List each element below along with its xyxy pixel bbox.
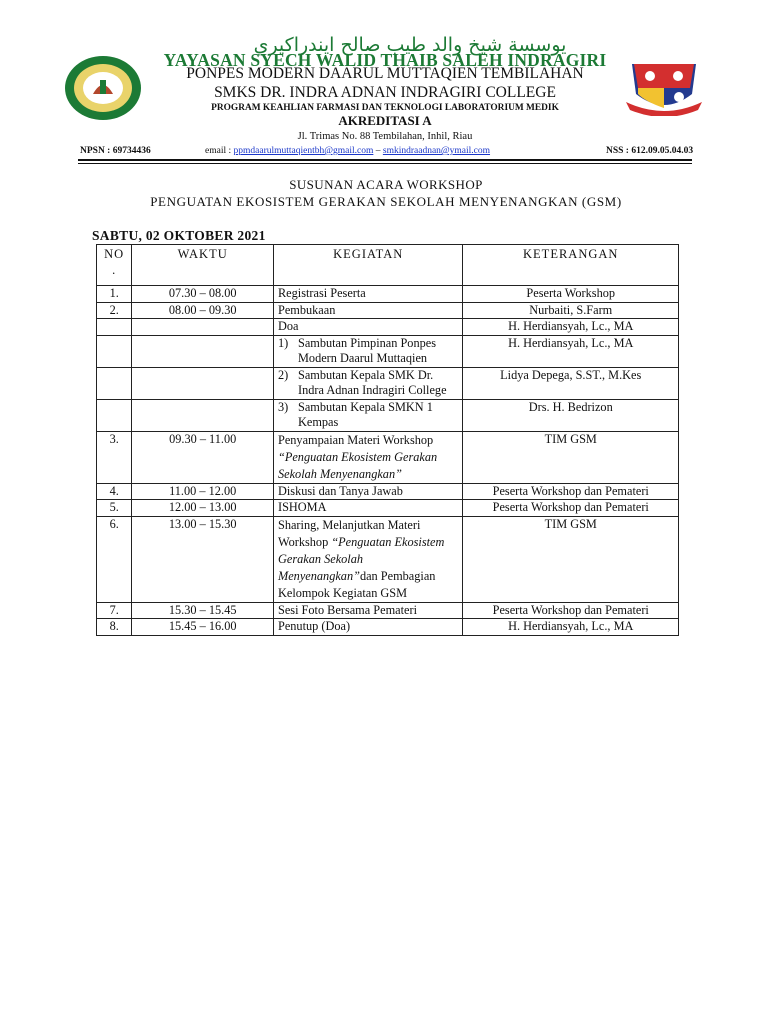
cell-no: 6. — [97, 516, 132, 602]
cell-kegiatan: Registrasi Peserta — [273, 286, 462, 303]
cell-kegiatan: Sesi Foto Bersama Pemateri — [273, 602, 462, 619]
table-row — [97, 335, 679, 367]
kegiatan-text: Penyampaian Materi Workshop — [277, 432, 434, 447]
table-header-row — [97, 245, 679, 286]
cell-keterangan: TIM GSM — [463, 516, 679, 602]
header-waktu: WAKTU — [132, 245, 274, 286]
email-link-1[interactable]: ppmdaarulmuttaqientbh@gmail.com — [233, 146, 374, 156]
sub-item-text: Sambutan Kepala SMK Dr. Indra Adnan Indragiri College — [297, 367, 447, 397]
cell-waktu — [132, 335, 274, 367]
cell-kegiatan: Penutup (Doa) — [273, 619, 462, 636]
cell-keterangan: H. Herdiansyah, Lc., MA — [463, 319, 679, 336]
sub-item — [278, 336, 458, 367]
table-row — [97, 431, 679, 483]
cell-waktu: 09.30 – 11.00 — [132, 431, 274, 483]
cell-keterangan: Peserta Workshop dan Pemateri — [463, 500, 679, 517]
cell-waktu — [132, 319, 274, 336]
table-row — [97, 602, 679, 619]
cell-waktu: 11.00 – 12.00 — [132, 483, 274, 500]
cell-waktu: 15.30 – 15.45 — [132, 602, 274, 619]
cell-keterangan: Lidya Depega, S.ST., M.Kes — [463, 367, 679, 399]
sub-item-text: Sambutan Kepala SMKN 1 Kempas — [297, 399, 433, 429]
email-separator: – — [373, 146, 383, 156]
npsn: NPSN : 69734436 — [80, 146, 151, 156]
header-keterangan: KETERANGAN — [463, 245, 679, 286]
kegiatan-text: Sharing, Melanjutkan Materi Workshop — [277, 517, 421, 549]
table-row — [97, 516, 679, 602]
table-row — [97, 286, 679, 303]
email-link-2[interactable]: smkindraadnan@ymail.com — [382, 146, 491, 156]
cell-waktu: 13.00 – 15.30 — [132, 516, 274, 602]
sub-item-text: Sambutan Pimpinan Ponpes Modern Daarul Muttaqien — [297, 335, 436, 365]
cell-kegiatan — [273, 367, 462, 399]
cell-waktu: 12.00 – 13.00 — [132, 500, 274, 517]
cell-waktu: 07.30 – 08.00 — [132, 286, 274, 303]
cell-kegiatan — [273, 399, 462, 431]
cell-no — [97, 399, 132, 431]
cell-kegiatan — [273, 516, 462, 602]
workshop-theme: “Penguatan Ekosistem Gerakan Sekolah Menyenangkan” — [277, 534, 445, 583]
school-name-2: SMKS DR. INDRA ADNAN INDRAGIRI COLLEGE — [214, 84, 556, 101]
cell-waktu: 15.45 – 16.00 — [132, 619, 274, 636]
email-label: email : — [205, 146, 234, 156]
table-row — [97, 399, 679, 431]
event-date: SABTU, 02 OKTOBER 2021 — [92, 228, 266, 243]
table-row — [97, 500, 679, 517]
cell-kegiatan: ISHOMA — [273, 500, 462, 517]
header-kegiatan: KEGIATAN — [273, 245, 462, 286]
cell-keterangan: Peserta Workshop dan Pemateri — [463, 483, 679, 500]
school-name-1: PONPES MODERN DAARUL MUTTAQIEN TEMBILAHAN — [186, 65, 584, 82]
sub-item-number: 1) — [277, 335, 289, 350]
document-title: SUSUNAN ACARA WORKSHOP — [289, 177, 483, 192]
cell-no — [97, 335, 132, 367]
cell-keterangan: Nurbaiti, S.Farm — [463, 302, 679, 319]
foundation-name: YAYASAN SYECH WALID THAIB SALEH INDRAGIRI — [163, 50, 607, 70]
table-row — [97, 367, 679, 399]
cell-kegiatan: Pembukaan — [273, 302, 462, 319]
cell-kegiatan: Diskusi dan Tanya Jawab — [273, 483, 462, 500]
arabic-calligraphy: يوسسة شيخ والد طيب صالح ايندراكيري — [253, 34, 567, 56]
college-crest — [624, 54, 704, 116]
table-row — [97, 302, 679, 319]
program-line: PROGRAM KEAHLIAN FARMASI DAN TEKNOLOGI LABORATORIUM MEDIK — [211, 103, 559, 113]
table-row — [97, 483, 679, 500]
cell-no: 7. — [97, 602, 132, 619]
schedule-table — [96, 244, 679, 636]
cell-no: 1. — [97, 286, 132, 303]
workshop-theme: “Penguatan Ekosistem Gerakan Sekolah Menyenangkan” — [277, 449, 438, 481]
accreditation: AKREDITASI A — [338, 113, 432, 128]
kegiatan-text-tail: dan Pembagian Kelompok Kegiatan GSM — [277, 568, 436, 600]
header-rule-thin — [78, 163, 692, 164]
cell-keterangan: TIM GSM — [463, 431, 679, 483]
cell-kegiatan — [273, 335, 462, 367]
cell-no: 5. — [97, 500, 132, 517]
header-no: NO . — [97, 245, 132, 286]
sub-item-number: 3) — [277, 399, 289, 414]
letterhead — [0, 0, 768, 165]
table-row — [97, 619, 679, 636]
cell-no: 4. — [97, 483, 132, 500]
cell-keterangan: H. Herdiansyah, Lc., MA — [463, 335, 679, 367]
table-row — [97, 319, 679, 336]
cell-no: 2. — [97, 302, 132, 319]
cell-keterangan: Peserta Workshop — [463, 286, 679, 303]
cell-waktu: 08.00 – 09.30 — [132, 302, 274, 319]
cell-no — [97, 319, 132, 336]
sub-item-number: 2) — [277, 367, 289, 382]
cell-waktu — [132, 399, 274, 431]
contact-row — [80, 146, 694, 160]
school-logo-left — [63, 54, 143, 122]
header-rule-thick — [78, 159, 692, 161]
cell-waktu — [132, 367, 274, 399]
cell-kegiatan — [273, 431, 462, 483]
cell-kegiatan: Doa — [273, 319, 462, 336]
cell-no: 3. — [97, 431, 132, 483]
sub-item — [278, 400, 458, 431]
cell-keterangan: Peserta Workshop dan Pemateri — [463, 602, 679, 619]
document-subtitle: PENGUATAN EKOSISTEM GERAKAN SEKOLAH MENYENANGKAN (GSM) — [150, 194, 622, 209]
email-block — [205, 146, 490, 156]
cell-keterangan: H. Herdiansyah, Lc., MA — [463, 619, 679, 636]
nss: NSS : 612.09.05.04.03 — [606, 146, 694, 156]
cell-keterangan: Drs. H. Bedrizon — [463, 399, 679, 431]
sub-item — [278, 368, 458, 399]
address: Jl. Trimas No. 88 Tembilahan, Inhil, Riau — [297, 131, 473, 142]
cell-no — [97, 367, 132, 399]
cell-no: 8. — [97, 619, 132, 636]
